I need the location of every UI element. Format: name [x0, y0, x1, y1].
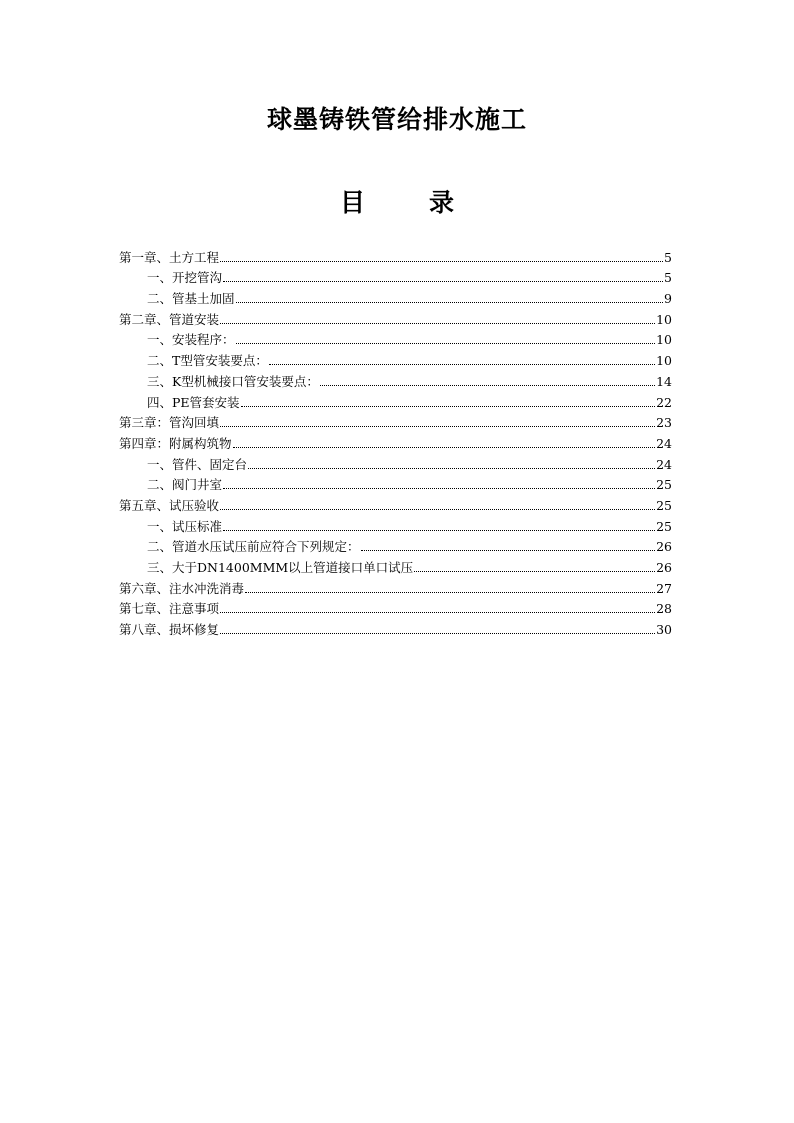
- dot-leader: [220, 260, 663, 262]
- toc-entry-2[interactable]: [119, 265, 672, 286]
- dot-leader: [236, 342, 656, 344]
- toc-entry-label: 一、试压标准: [147, 518, 223, 534]
- toc-entry-label: 第六章、注水冲洗消毒: [119, 580, 245, 596]
- dot-leader: [245, 591, 655, 593]
- dot-leader: [414, 570, 655, 572]
- toc-entry-12[interactable]: [119, 472, 672, 493]
- toc-entry-page: 25: [656, 477, 672, 493]
- toc-entry-label: 三、K型机械接口管安装要点：: [147, 373, 319, 389]
- dot-leader: [233, 446, 656, 448]
- toc-entry-15[interactable]: [119, 534, 672, 555]
- toc-entry-page: 10: [656, 332, 672, 348]
- dot-leader: [269, 363, 655, 365]
- toc-entry-page: 23: [656, 415, 672, 431]
- toc-entry-label: 第七章、注意事项: [119, 601, 220, 617]
- toc-entry-16[interactable]: [119, 554, 672, 575]
- toc-entry-page: 5: [664, 270, 672, 286]
- toc-entry-label: 第四章：附属构筑物: [119, 435, 232, 451]
- toc-entry-label: 三、大于DN1400MMM以上管道接口单口试压: [147, 560, 414, 575]
- toc-entry-page: 28: [656, 601, 672, 617]
- toc-entry-8[interactable]: [119, 389, 672, 410]
- toc-entry-label: 第一章、土方工程: [119, 249, 220, 265]
- dot-leader: [223, 529, 655, 531]
- toc-entry-11[interactable]: [119, 451, 672, 472]
- toc-entry-page: 10: [656, 311, 672, 327]
- toc-entry-page: 30: [656, 622, 672, 638]
- toc-heading-left: 目: [339, 188, 365, 217]
- toc-entry-label: 四、PE管套安装: [147, 394, 240, 410]
- toc-entry-1[interactable]: [119, 244, 672, 265]
- toc-entry-label: 第八章、损坏修复: [119, 622, 220, 638]
- dot-leader: [220, 508, 655, 510]
- dot-leader: [241, 405, 656, 407]
- toc-entry-page: 24: [656, 435, 672, 451]
- toc-entry-page: 9: [664, 291, 672, 307]
- toc-entry-label: 第二章、管道安装: [119, 311, 220, 327]
- toc-entry-17[interactable]: [119, 575, 672, 596]
- toc-entry-label: 第三章：管沟回填: [119, 415, 220, 431]
- toc-entry-page: 25: [656, 518, 672, 534]
- dot-leader: [223, 280, 663, 282]
- toc-entry-label: 二、T型管安装要点：: [147, 353, 268, 369]
- dot-leader: [220, 632, 655, 634]
- toc-entry-label: 一、开挖管沟: [147, 270, 223, 286]
- dot-leader: [220, 611, 655, 613]
- toc-entry-page: 26: [656, 539, 672, 555]
- toc-entry-6[interactable]: [119, 347, 672, 368]
- toc-entry-5[interactable]: [119, 327, 672, 348]
- toc-entry-page: 5: [664, 249, 672, 265]
- toc-entry-14[interactable]: [119, 513, 672, 534]
- toc-heading: [0, 183, 794, 219]
- toc-entry-18[interactable]: [119, 596, 672, 617]
- dot-leader: [220, 425, 655, 427]
- toc-entry-label: 第五章、试压验收: [119, 497, 220, 513]
- toc-entry-19[interactable]: [119, 616, 672, 637]
- toc-entry-3[interactable]: [119, 285, 672, 306]
- dot-leader: [236, 301, 664, 303]
- dot-leader: [320, 384, 655, 386]
- dot-leader: [248, 467, 655, 469]
- toc-entry-page: 24: [656, 456, 672, 472]
- dot-leader: [223, 487, 655, 489]
- toc-entry-label: 二、管基土加固: [147, 291, 235, 307]
- toc-entry-label: 一、安装程序：: [147, 332, 235, 348]
- toc-entry-10[interactable]: [119, 430, 672, 451]
- dot-leader: [220, 322, 655, 324]
- toc-entry-4[interactable]: [119, 306, 672, 327]
- toc-entry-page: 10: [656, 353, 672, 369]
- table-of-contents: [119, 244, 672, 637]
- toc-entry-page: 22: [656, 394, 672, 410]
- toc-entry-label: 二、管道水压试压前应符合下列规定：: [147, 539, 360, 555]
- toc-entry-page: 14: [656, 373, 672, 389]
- toc-entry-label: 一、管件、固定台: [147, 456, 248, 472]
- toc-entry-page: 26: [656, 560, 672, 575]
- toc-entry-9[interactable]: [119, 410, 672, 431]
- toc-entry-page: 25: [656, 497, 672, 513]
- document-title: 球墨铸铁管给排水施工: [266, 105, 527, 134]
- toc-entry-page: 27: [656, 580, 672, 596]
- toc-entry-13[interactable]: [119, 492, 672, 513]
- dot-leader: [361, 549, 656, 551]
- toc-heading-right: 录: [429, 188, 455, 217]
- toc-entry-label: 二、阀门井室: [147, 477, 223, 493]
- toc-entry-7[interactable]: [119, 368, 672, 389]
